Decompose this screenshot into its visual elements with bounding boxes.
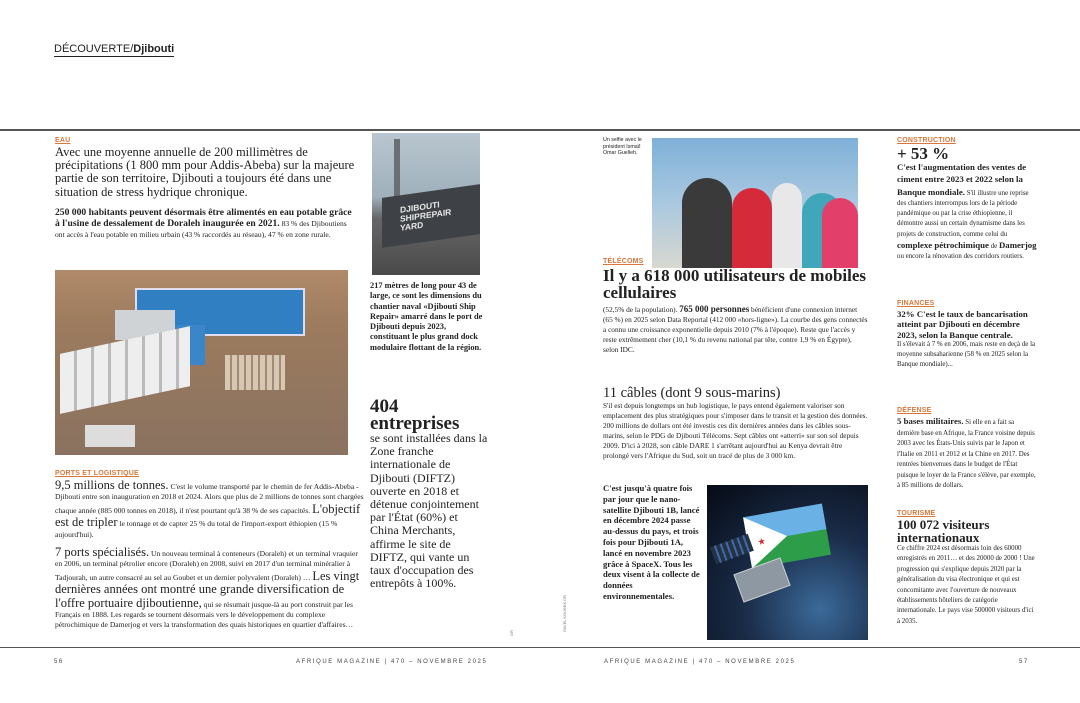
tourism-section xyxy=(897,510,1037,627)
finances-section xyxy=(897,300,1037,370)
construction-bold2: complexe pétrochimique xyxy=(897,240,989,251)
footer-magazine-right: AFRIQUE MAGAZINE | 470 – NOVEMBRE 2025 xyxy=(604,659,796,665)
footer-magazine-left: AFRIQUE MAGAZINE | 470 – NOVEMBRE 2025 xyxy=(296,659,488,665)
construction-section xyxy=(897,137,1037,263)
shipyard-caption: 217 mètres de long pour 43 de large, ce sont les dimensions du chantier naval «Djibouti Ship Repair» amarré dans le port de Djibouti depuis 2023, constituant le plus grand dock modulaire flottant de la région. xyxy=(370,281,483,352)
section-header xyxy=(54,43,174,57)
construction-text2: de xyxy=(990,243,998,251)
telecom-title: Il y a 618 000 utilisateurs de mobiles cellulaires xyxy=(603,266,867,302)
water-text: 83 % des Djiboutiens ont accès à l'eau potable en milieu urbain (43 % raccordés au réseau), 47 % en zone rurale. xyxy=(55,219,347,239)
defense-label: DÉFENSE xyxy=(897,407,932,414)
ports-p2-big2: Les vingt dernières années ont montré une grande diversification de l'offre portuaire djiboutienne, xyxy=(55,568,360,610)
ports-p1-text2: le tonnage et de capter 25 % du total de l'import-export éthiopien (15 % aujourd'hui). xyxy=(55,519,338,539)
construction-big: + 53 % xyxy=(897,144,950,163)
desalination-plant-photo xyxy=(55,270,348,455)
satellite-text: C'est jusqu'à quatre fois par jour que le nano-satellite Djibouti 1B, lancé en décembre 2024 passe au-dessus du pays, et trois fois pour Djibouti 1A, lancé en novembre 2023 grâce à SpaceX. Tous les deux visent à la collecte de données environnementales. xyxy=(603,483,700,601)
top-rule xyxy=(0,129,1080,131)
water-label: EAU xyxy=(55,137,71,144)
tourism-big: 100 072 visiteurs internationaux xyxy=(897,517,990,545)
page-number-left: 56 xyxy=(54,659,64,665)
telecom-bold: 765 000 personnes xyxy=(679,304,750,314)
construction-bold3: Damerjog xyxy=(998,240,1037,251)
ports-label: PORTS ET LOGISTIQUE xyxy=(55,470,139,477)
telecom-text2: bénéficient d'une connexion internet (65 %) en 2025 selon Data Reportal (412 000 «hors-ligne»). La courbe des gens connectés a connu une croissance exponentielle depuis 2010 (7% à l'époque). Reste que l'accès y reste extrêmement cher (10,1 % du revenu national par tête, contre 1,9 % en Égypte), selon IDC. xyxy=(603,305,868,354)
water-bold: 250 000 habitants peuvent désormais être alimentés en eau potable grâce à l'usine de dessalement de Doraleh inaugurée en 2021. xyxy=(55,206,352,230)
finances-text: Il s'élevait à 7 % en 2006, mais reste en deçà de la moyenne subsaharienne (58 % en 2025 selon la Banque mondiale)... xyxy=(897,341,1036,369)
diftz-text: se sont installées dans la Zone franche internationale de Djibouti (DIFTZ) ouverte en 2018 et détenue conjointement par l'État (60%) et China Merchants, affirme le site de DIFTZ, qui vante un taux d'occupation des entrepôts à 100%. xyxy=(370,431,488,591)
diftz-big: 404 entreprises xyxy=(370,396,460,434)
telecom-text1: (52,5% de la population). xyxy=(603,305,678,314)
ports-p2-text2: qui se résumait jusque-là au port construit par les Français en 1888. Les regards se tournent désormais vers le développement du complexe pétrochimique de Damerjog et vers la transformation des quais historiques en quartier d'affaires… xyxy=(55,599,354,630)
defense-text: Si elle en a fait sa dernière base en Afrique, la France voisine depuis 2003 avec les États-Unis suivis par le Japon et l'Italie en 2011 et 2012 et la Chine en 2017. Des rentrées bienvenues dans le budget de l'État puisque le loyer de la France s'élève, par exemple, à 85 millions de dollars. xyxy=(897,419,1036,489)
finances-bold: 32% C'est le taux de bancarisation atteint par Djibouti en décembre 2023, selon la Banque centrale. xyxy=(897,309,1028,340)
ports-p1-text: C'est le volume transporté par le chemin de fer Addis-Abeba - Djibouti entre son inauguration en 2018 et 2024. Alors que plus de 2 millions de tonnes sont chargées chaque année (885 000 tonnes en 2018), il n'est pourtant qu'à 38 % de ses capacités. xyxy=(55,482,364,515)
shipyard-sign: DJIBOUTI SHIPREPAIR YARD xyxy=(400,199,452,233)
tourism-text: Ce chiffre 2024 est désormais loin des 60000 enregistrés en 2011… et des 20000 de 2000 ! Une progression qui s'explique depuis 2020 par la généralisation du visa électronique et qui est concomitante avec l'ouverture de nouveaux établissements hôteliers de catégorie internationale. Le pays vise 500000 visiteurs d'ici à 2035. xyxy=(897,545,1035,625)
photo-credit-right: PAVEL KOUBEK DR xyxy=(562,595,567,632)
finances-label: FINANCES xyxy=(897,300,935,307)
telecom-label: TÉLÉCOMS xyxy=(603,258,644,265)
ports-p1-big2: L'objectif est de tripler xyxy=(55,501,361,530)
cables-section xyxy=(603,385,868,461)
construction-text: S'il illustre une reprise des chantiers interrompus lors de la période pandémique ou par la crise éthiopienne, il démontre aussi un certain dynamisme dans les projets de construction, comme celui du xyxy=(897,189,1029,238)
cables-title: 11 câbles (dont 9 sous-marins) xyxy=(603,385,781,401)
ports-p1-big: 9,5 millions de tonnes. xyxy=(55,478,169,492)
satellite-image: ★ xyxy=(707,485,868,640)
telecom-section xyxy=(603,258,868,355)
defense-section xyxy=(897,407,1037,492)
selfie-photo xyxy=(652,138,858,268)
cables-text: S'il est depuis longtemps un hub logistique, le pays entend également valoriser son emplacement des plus stratégiques pour s'imposer dans le transit et la gestion des données. 200 millions de dollars ont été investis ces dix dernières années dans les câbles sous-marins, selon le PDG de Djibouti Télécoms. Sept câbles ont «atterri» sur son sol depuis 2009. D'ici à 2028, son câble DARE 1 s'arrêtant aujourd'hui au Kenya devrait être prolongé vers l'Afrique du Sud, soit un tracé de plus de 3 000 km. xyxy=(603,401,868,460)
shipyard-photo xyxy=(372,133,480,275)
construction-text3: ou encore la rénovation des corridors routiers. xyxy=(897,253,1024,261)
ports-p2-text: Un nouveau terminal à conteneurs (Doraleh) et un terminal vraquier en 2006, un terminal pétrolier encore (Doraleh) en 2008, suivi en 2017 d'un terminal minéralier à Tadjourah, un autre consacré au sel au Goubet et un dernier polyvalent (Doraleh) … xyxy=(55,549,358,582)
water-lead: Avec une moyenne annuelle de 200 millimètres de précipitations (1 800 mm pour Addis-Abeba) sur la majeure partie de son territoire, Djibouti a toujours été dans une situation de stress hydrique chronique. xyxy=(55,145,355,199)
country-name: Djibouti xyxy=(133,43,175,55)
ports-p2-big: 7 ports spécialisés. xyxy=(55,545,150,560)
water-section xyxy=(55,137,355,240)
bottom-rule xyxy=(0,647,1080,648)
selfie-caption: Un selfie avec le président Ismaïl Omar Guelleh. xyxy=(603,137,642,157)
defense-bold: 5 bases militaires. xyxy=(897,416,964,426)
page-number-right: 57 xyxy=(1019,659,1029,665)
tourism-label: TOURISME xyxy=(897,510,936,517)
construction-bold: C'est l'augmentation des ventes de ciment entre 2023 et 2022 selon la Banque mondiale. xyxy=(897,162,1027,197)
photo-credit-left: DR xyxy=(509,630,514,636)
ports-section xyxy=(55,470,365,631)
diftz-section xyxy=(370,398,488,590)
construction-label: CONSTRUCTION xyxy=(897,137,956,144)
section-name: DÉCOUVERTE/ xyxy=(54,43,134,55)
